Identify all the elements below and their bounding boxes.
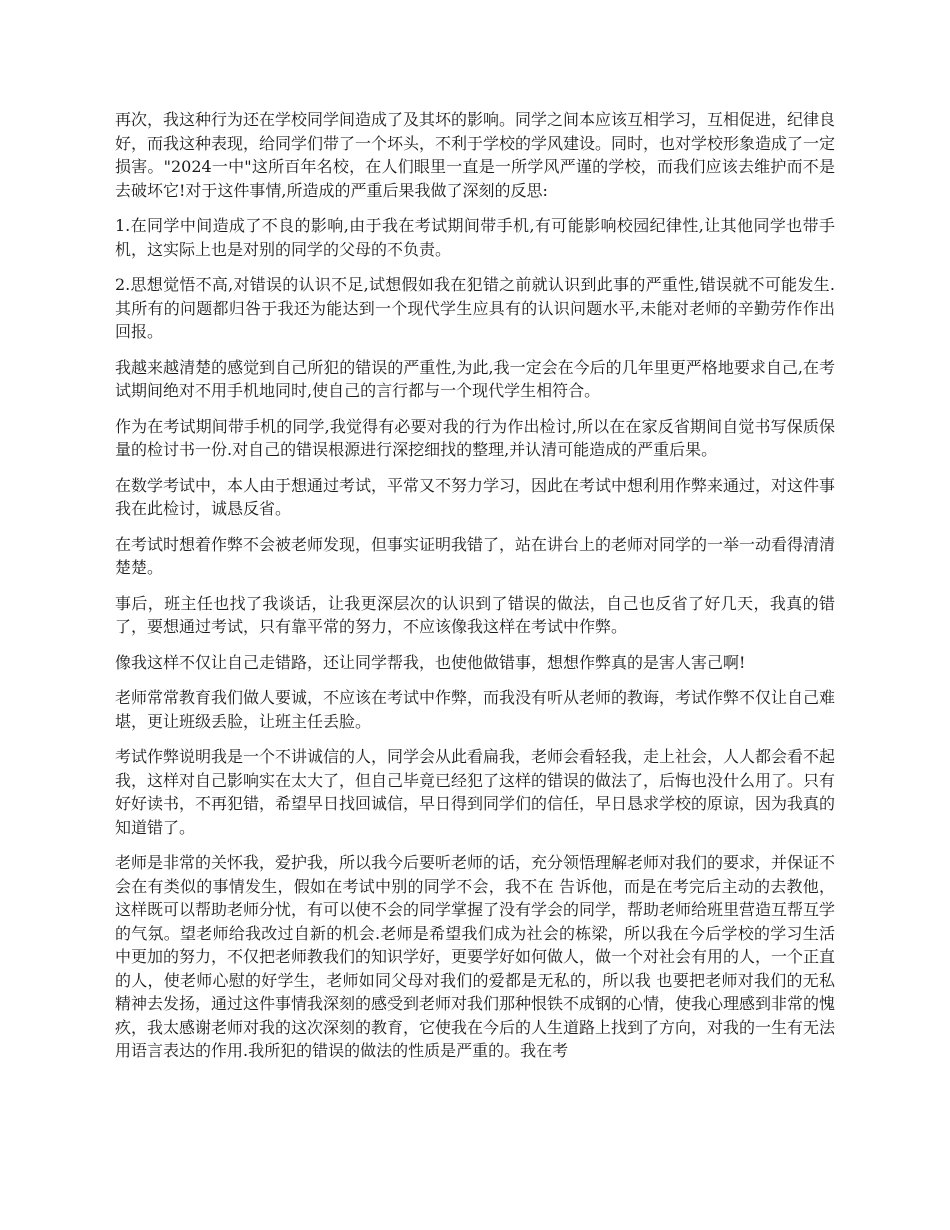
paragraph-10: 老师常常教育我们做人要诚，不应该在考试中作弊，而我没有听从老师的教诲，考试作弊不仅让自己难堪，更让班级丢脸，让班主任丢脸。 [115, 688, 836, 731]
paragraph-7: 在考试时想着作弊不会被老师发现，但事实证明我错了，站在讲台上的老师对同学的一举一动看得清清楚楚。 [115, 534, 836, 577]
paragraph-12: 老师是非常的关怀我，爱护我，所以我今后要听老师的话，充分领悟理解老师对我们的要求，并保证不会在有类似的事情发生，假如在考试中别的同学不会，我不在 告诉他，而是在考完后主动的去教他，这样既可以帮助老师分忧，有可以使不会的同学掌握了没有学会的同学，帮助老师给班里营造互帮互学的气氛。望老师给我改过自新的机会.老师是希望我们成为社会的栋梁，所以我在今后学校的学习生活中更加的努力，不仅把老师教我们的知识学好，更要学好如何做人，做一个对社会有用的人，一个正直的人，使老师心慰的好学生，老师如同父母对我们的爱都是无私的，所以我 也要把老师对我们的无私精神去发扬，通过这件事情我深刻的感受到老师对我们那种恨铁不成钢的心情，使我心理感到非常的愧疚，我太感谢老师对我的这次深刻的教育，它使我在今后的人生道路上找到了方向，对我的一生有无法用语言表达的作用.我所犯的错误的做法的性质是严重的。我在考 [115, 853, 836, 1060]
paragraph-9: 像我这样不仅让自己走错路，还让同学帮我，也使他做错事，想想作弊真的是害人害己啊! [115, 652, 746, 672]
paragraph-5: 作为在考试期间带手机的同学,我觉得有必要对我的行为作出检讨,所以在在家反省期间自觉书写保质保量的检讨书一份.对自己的错误根源进行深挖细找的整理,并认清可能造成的严重后果。 [115, 416, 835, 459]
document-body [115, 108, 835, 1075]
paragraph-11: 考试作弊说明我是一个不讲诚信的人，同学会从此看扁我，老师会看轻我，走上社会，人人都会看不起我，这样对自己影响实在太大了，但自己毕竟已经犯了这样的错误的做法了，后悔也没什么用了。只有好好读书，不再犯错，希望早日找回诚信，早日得到同学们的信任，早日恳求学校的原谅，因为我真的知道错了。 [115, 747, 836, 837]
paragraph-1: 再次，我这种行为还在学校同学间造成了及其坏的影响。同学之间本应该互相学习，互相促进，纪律良好，而我这种表现，给同学们带了一个坏头，不利于学校的学风建设。同时，也对学校形象造成了一定损害。"2024一中"这所百年名校，在人们眼里一直是一所学风严谨的学校，而我们应该去维护而不是去破坏它!对于这件事情,所造成的严重后果我做了深刻的反思: [115, 110, 836, 200]
paragraph-8: 事后，班主任也找了我谈话，让我更深层次的认识到了错误的做法，自己也反省了好几天，我真的错了，要想通过考试，只有靠平常的努力，不应该像我这样在考试中作弊。 [115, 593, 835, 636]
paragraph-4: 我越来越清楚的感觉到自己所犯的错误的严重性,为此,我一定会在今后的几年里更严格地要求自己,在考试期间绝对不用手机地同时,使自己的言行都与一个现代学生相符合。 [115, 357, 835, 400]
paragraph-3: 2.思想觉悟不高,对错误的认识不足,试想假如我在犯错之前就认识到此事的严重性,错误就不可能发生.其所有的问题都归咎于我还为能达到一个现代学生应具有的认识问题水平,未能对老师的辛勤劳作作出回报。 [115, 275, 835, 341]
paragraph-2: 1.在同学中间造成了不良的影响,由于我在考试期间带手机,有可能影响校园纪律性,让其他同学也带手机，这实际上也是对别的同学的父母的不负责。 [115, 216, 835, 259]
paragraph-6: 在数学考试中，本人由于想通过考试，平常又不努力学习，因此在考试中想利用作弊来通过，对这件事我在此检讨，诚恳反省。 [115, 475, 836, 518]
